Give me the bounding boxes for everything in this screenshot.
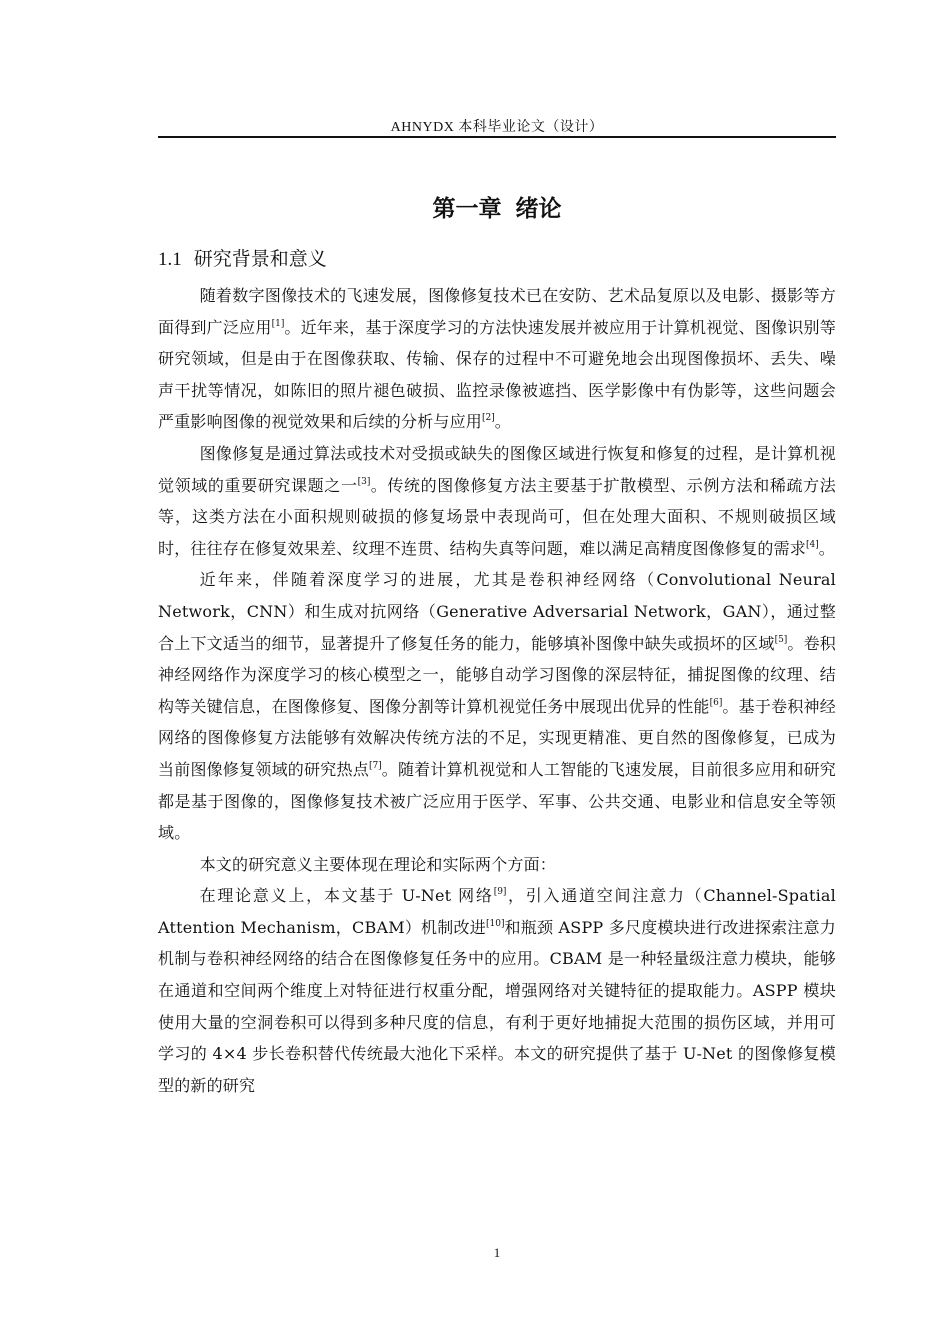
citation-ref: [6]	[709, 697, 723, 708]
paragraph	[158, 849, 836, 881]
header-divider	[158, 136, 836, 138]
section-number: 1.1	[158, 249, 182, 270]
paragraph-text: 本文的研究意义主要体现在理论和实际两个方面：	[199, 854, 556, 874]
paragraph-text: 。随着计算机视觉和人工智能的飞速发展，目前很多应用和研究都是基于图像的，图像修复技术被广泛应用于医学、军事、公共交通、电影业和信息安全等领域。	[158, 759, 836, 843]
citation-ref: [5]	[774, 634, 788, 645]
paragraph	[158, 564, 836, 848]
running-header: AHNYDX 本科毕业论文（设计）	[390, 120, 604, 135]
citation-ref: [4]	[806, 539, 819, 550]
section-heading	[158, 244, 327, 271]
paragraph	[158, 438, 836, 564]
chapter-title: 第一章 绪论	[432, 196, 562, 222]
paragraph-text: 随着数字图像技术的飞速发展，图像修复技术已在安防、艺术品复原以及电影、摄影等方面得到广泛应用	[158, 286, 836, 337]
body-text	[158, 280, 836, 1101]
paragraph-text: 。传统的图像修复方法主要基于扩散模型、示例方法和稀疏方法等，这类方法在小面积规则破损的修复场景中表现尚可，但在处理大面积、不规则破损区域时，往往存在修复效果差、纹理不连贯、结构失真等问题，难以满足高精度图像修复的需求	[158, 475, 836, 558]
paragraph	[158, 280, 836, 438]
paragraph-text: ，引入通道空间注意力（Channel-Spatial Attention Mechanism，CBAM）机制改进	[158, 886, 836, 937]
citation-ref: [10]	[486, 918, 505, 929]
paragraph-text: 近年来，伴随着深度学习的进展，尤其是卷积神经网络（Convolutional Neural Network，CNN）和生成对抗网络（Generative Adversarial Network，GAN），通过整合上下文适当的细节，显著提升了修复任务的能力，能够填补图像中缺失或损坏的区域	[158, 570, 836, 653]
citation-ref: [9]	[493, 887, 507, 898]
paragraph-text: 。卷积神经网络作为深度学习的核心模型之一，能够自动学习图像的深层特征，捕捉图像的纹理、结构等关键信息，在图像修复、图像分割等计算机视觉任务中展现出优异的性能	[158, 633, 836, 716]
section-title: 研究背景和意义	[193, 248, 327, 270]
citation-ref: [3]	[357, 476, 371, 487]
paragraph-text: 和瓶颈 ASPP 多尺度模块进行改进探索注意力机制与卷积神经网络的结合在图像修复任务中的应用。CBAM 是一种轻量级注意力模块，能够在通道和空间两个维度上对特征进行权重分配，增强网络对关键特征的提取能力。ASPP 模块使用大量的空洞卷积可以得到多种尺度的信息，有利于更好地捕捉大范围的损伤区域，并用可学习的 4×4 步长卷积替代传统最大池化下采样。本文的研究提供了基于 U-Net 的图像修复模型的新的研究	[158, 917, 836, 1095]
paragraph-text: 。	[494, 412, 511, 432]
citation-ref: [2]	[482, 413, 495, 424]
page-number: 1	[493, 1245, 501, 1260]
paragraph-text: 。	[818, 538, 835, 558]
paragraph-text: 。基于卷积神经网络的图像修复方法能够有效解决传统方法的不足，实现更精准、更自然的图像修复，已成为当前图像修复领域的研究热点	[158, 696, 836, 779]
paragraph-text: 在理论意义上，本文基于 U-Net 网络	[199, 886, 494, 906]
citation-ref: [7]	[368, 760, 382, 771]
paragraph-text: 图像修复是通过算法或技术对受损或缺失的图像区域进行恢复和修复的过程，是计算机视觉领域的重要研究课题之一	[158, 443, 836, 495]
paragraph	[158, 880, 836, 1101]
paragraph-text: 。近年来，基于深度学习的方法快速发展并被应用于计算机视觉、图像识别等研究领域，但是由于在图像获取、传输、保存的过程中不可避免地会出现图像损坏、丢失、噪声干扰等情况，如陈旧的照片褪色破损、监控录像被遮挡、医学影像中有伪影等，这些问题会严重影响图像的视觉效果和后续的分析与应用	[158, 317, 836, 432]
citation-ref: [1]	[271, 318, 285, 329]
